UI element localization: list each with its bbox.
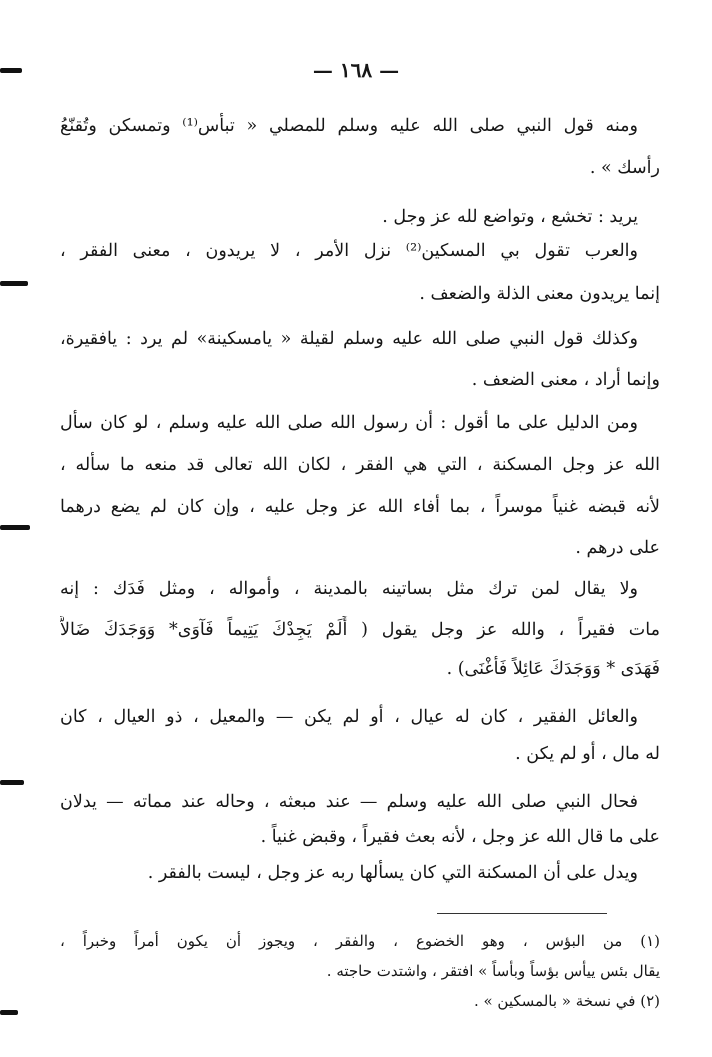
page-number: — ١٦٨ — [312, 58, 400, 82]
text-line: ومنه قول النبي صلى الله عليه وسلم للمصلي « تبأس⁽¹⁾ وتمسكن وتُقنّعُ [60, 116, 638, 136]
scan-mark [0, 780, 24, 785]
text-line: على ما قال الله عز وجل ، لأنه بعث فقيراً ، وقبض غنياً . [260, 827, 660, 847]
text-line: ويدل على أن المسكنة التي كان يسألها ربه عز وجل ، ليست بالفقر . [147, 863, 638, 883]
text-line: ولا يقال لمن ترك مثل بساتينه بالمدينة ، وأمواله ، ومثل فَدَك : إنه [60, 579, 638, 599]
text-line: رأسك » . [589, 158, 660, 178]
text-line: وكذلك قول النبي صلى الله عليه وسلم لقيلة « يامسكينة» لم يرد : يافقيرة، [60, 329, 638, 349]
text-line: فَهَدَى * وَوَجَدَكَ عَائِلاً فَأَغْنَى) . [446, 659, 660, 679]
text-line: يريد : تخشع ، وتواضع لله عز وجل . [382, 207, 638, 227]
footnote-line: يقال بئس ييأس بؤساً وبأساً » افتقر ، واشتدت حاجته . [326, 962, 660, 980]
text-line: فحال النبي صلى الله عليه وسلم — عند مبعثه ، وحاله عند مماته — يدلان [60, 792, 638, 812]
text-line: مات فقيراً ، والله عز وجل يقول ( أَلَمْ يَجِدْكَ يَتِيماً فَآوَى* وَوَجَدَكَ ضَالاًّ [60, 620, 660, 640]
text-line: الله عز وجل المسكنة ، التي هي الفقر ، لكان الله تعالى قد منعه ما سأله ، [60, 455, 660, 475]
text-line: لأنه قبضه غنياً موسراً ، بما أفاء الله عز وجل عليه ، وإن كان لم يضع درهما [60, 497, 660, 517]
footnote-line: (١) من البؤس ، وهو الخضوع ، والفقر ، ويجوز أن يكون أمراً وخبراً ، [60, 932, 660, 950]
text-line: له مال ، أو لم يكن . [515, 744, 660, 764]
scan-mark [0, 525, 30, 530]
text-line: وإنما أراد ، معنى الضعف . [471, 370, 660, 390]
text-line: إنما يريدون معنى الذلة والضعف . [419, 284, 660, 304]
scan-mark [0, 281, 28, 286]
footnote-divider [437, 913, 607, 914]
scan-mark [0, 1010, 18, 1015]
text-line: على درهم . [575, 538, 660, 558]
text-line: والعائل الفقير ، كان له عيال ، أو لم يكن — والمعيل ، ذو العيال ، كان [60, 707, 638, 727]
footnote-line: (٢) في نسخة « بالمسكين » . [473, 992, 660, 1010]
text-line: ومن الدليل على ما أقول : أن رسول الله صلى الله عليه وسلم ، لو كان سأل [60, 413, 638, 433]
text-line: والعرب تقول بي المسكين⁽²⁾ نزل الأمر ، لا يريدون ، معنى الفقر ، [60, 241, 638, 261]
